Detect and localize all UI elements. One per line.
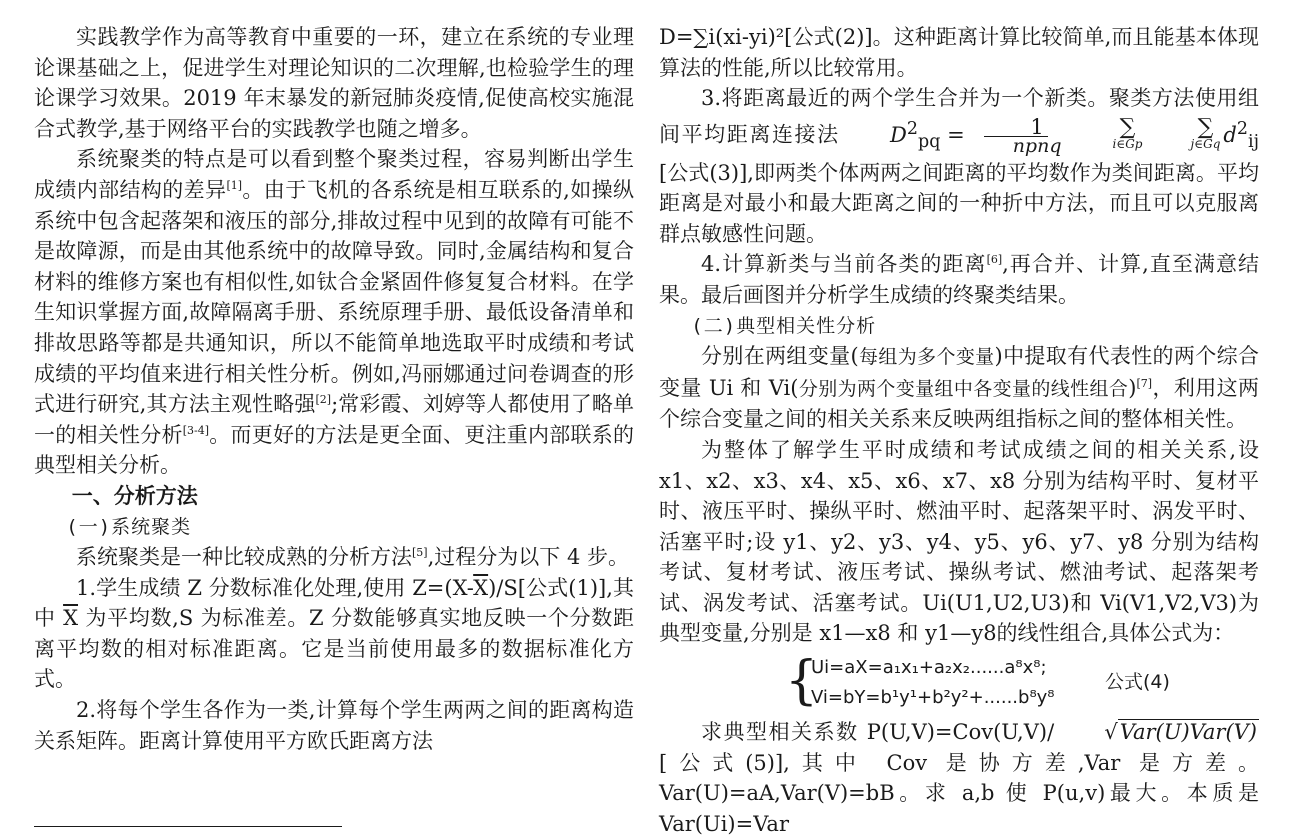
formula-subscript: ij xyxy=(1247,131,1259,152)
brace-symbol: { xyxy=(785,651,819,712)
sigma-glyph: ∑ xyxy=(1197,115,1214,141)
formula-4-line-2: Vi=bY=b¹y¹+b²y²+......b⁸y⁸ xyxy=(811,687,1055,709)
text-segment: ,过程分为以下 4 步。 xyxy=(427,545,629,570)
formula-4-label: 公式(4) xyxy=(1105,671,1170,694)
text-note: 每组为多个变量 xyxy=(858,346,995,369)
formula-superscript: 2 xyxy=(906,118,918,139)
footnote-divider xyxy=(34,826,342,827)
text-segment: ;常彩霞、刘婷等人都使用了略单一的相关性分析 xyxy=(34,392,634,447)
paragraph-distance-formula: D=∑i(xi-yi)²[公式(2)]。这种距离计算比较简单,而且能基本体现算法的性能,所以比较常用。 xyxy=(659,25,1259,80)
text-segment: 求典型相关系数 P(U,V)=Cov(U,V)/ xyxy=(701,720,1063,745)
formula-subscript: pq xyxy=(918,131,941,152)
paragraph-intro: 实践教学作为高等教育中重要的一环，建立在系统的专业理论课基础之上，促进学生对理论知识的二次理解,也检验学生的理论课学习效果。2019 年末暴发的新冠肺炎疫情,促使高校实施混合式教学,基于网络平台的实践教学也随之增多。 xyxy=(34,25,634,141)
paragraph-clustering-background xyxy=(34,144,634,481)
citation-ref: [3-4] xyxy=(182,423,210,437)
text-note: 分别为两个变量组中各变量的线性组合 xyxy=(798,377,1129,400)
sqrt-expression xyxy=(1062,717,1259,748)
sum-index: j∈Gq xyxy=(1190,137,1221,152)
text-segment: 4.计算新类与当前各类的距离 xyxy=(701,252,987,277)
citation-ref: [1] xyxy=(226,178,243,192)
paragraph-canonical-intro xyxy=(659,341,1259,435)
fraction-numerator: 1 xyxy=(984,118,1047,137)
text-segment: 3.将距离最近的两个学生合并为一个新类。聚类方法使用组间平均距离连接法 xyxy=(659,86,1259,147)
paragraph-clustering-steps xyxy=(34,542,634,573)
text-segment: )中提取有代表性的两个综合变量 Ui 和 Vi( xyxy=(659,344,1259,400)
paragraph-variables: 为整体了解学生平时成绩和考试成绩之间的相关关系,设 x1、x2、x3、x4、x5、x6、x7、x8 分别为结构平时、复材平时、液压平时、操纵平时、燃油平时、起落架平时、涡发平时、活塞平时;设 y1、y2、y3、y4、y5、y6、y7、y8 分别为结构考试、复材考试、液压考试、操纵考试、燃油考试、起落架考试、涡发考试、活塞考试。Ui(U1,U2,U3)和 Vi(V1,V2,V3)为典型变量,分别是 x1—x8 和 y1—y8的线性组合,具体公式为： xyxy=(659,437,1259,646)
formula-equals: = xyxy=(940,122,965,147)
subsection-heading: (二)典型相关性分析 xyxy=(691,314,877,337)
formula-symbol: D xyxy=(890,122,907,147)
formula-3 xyxy=(848,114,1259,158)
text-segment: 1.学生成绩 Z 分数标准化处理,使用 Z=(X- xyxy=(76,575,474,600)
mean-symbol: $\overline{X}$ xyxy=(63,606,79,631)
paragraph-step-3 xyxy=(659,83,1259,249)
paragraph-canonical-coefficient xyxy=(659,717,1259,839)
formula-superscript: 2 xyxy=(1236,118,1248,139)
citation-ref: [6] xyxy=(986,253,1003,267)
text-segment: )/S[公式(1)],其中 xyxy=(34,575,634,631)
paragraph-step-4 xyxy=(659,249,1259,310)
text-segment: 。由于飞机的各系统是相互联系的,如操纵系统中包含起落架和液压的部分,排故过程中见到的故障有可能不是故障源，而是由其他系统中的故障导致。同时,金属结构和复合材料的维修方案也有相似性,如钛合金紧固件修复复合材料。在学生知识掌握方面,故障隔离手册、系统原理手册、最低设备清单和排故思路等都是共通知识，所以不能简单地选取平时成绩和考试成绩的平均值来进行相关性分析。例如,冯丽娜通过问卷调查的形式进行研究,其方法主观性略强 xyxy=(34,177,634,417)
sigma-glyph: ∑ xyxy=(1119,115,1136,141)
citation-ref: [2] xyxy=(315,393,332,407)
text-segment: [公式(3)],即两类个体两两之间距离的平均数作为类间距离。平均距离是对最小和最大距离之间的一种折中方法，而且可以克服离群点敏感性问题。 xyxy=(659,160,1259,246)
formula-symbol: d xyxy=(1223,122,1237,147)
paragraph-step-1 xyxy=(34,573,634,695)
sum-operator xyxy=(1149,115,1221,152)
sqrt-symbol: √ xyxy=(1104,720,1118,745)
sum-index: i∈Gp xyxy=(1112,137,1143,152)
text-segment: ) xyxy=(1128,375,1137,400)
text-segment: 系统聚类的特点是可以看到整个聚类过程，容易判断出学生成绩内部结构的差异 xyxy=(34,147,634,202)
formula-4-line-1: Ui=aX=a₁x₁+a₂x₂......a⁸x⁸; xyxy=(811,657,1047,679)
fraction-denominator: npnq xyxy=(1012,134,1062,157)
text-segment: ，利用这两个综合变量之间的相关关系来反映两组指标之间的整体相关性。 xyxy=(659,375,1259,432)
sum-operator xyxy=(1071,115,1143,152)
text-segment: 。而更好的方法是更全面、更注重内部联系的典型相关分析。 xyxy=(34,422,635,478)
formula-4-block xyxy=(659,651,1259,715)
subsection-heading: (一)系统聚类 xyxy=(66,515,192,538)
right-column xyxy=(659,22,1259,839)
citation-ref: [5] xyxy=(412,546,428,560)
text-segment: 分别在两组变量( xyxy=(701,344,859,369)
text-segment: [公式(5)],其中 Cov 是协方差,Var 是方差。Var(U)=aA,Var(V)=bB。求 a,b 使 P(u,v)最大。本质是 Var(Ui)=Var xyxy=(659,750,1259,836)
section-heading: 一、分析方法 xyxy=(71,483,198,508)
left-column xyxy=(34,22,634,756)
text-segment: 系统聚类是一种比较成熟的分析方法 xyxy=(76,545,412,570)
text-segment: ,再合并、计算,直至满意结果。最后画图并分析学生成绩的终聚类结果。 xyxy=(659,252,1259,307)
sqrt-radicand: Var(U)Var(V) xyxy=(1119,720,1257,745)
paragraph-step-2: 2.将每个学生各作为一类,计算每个学生两两之间的距离构造关系矩阵。距离计算使用平方欧氏距离方法 xyxy=(34,698,634,753)
text-segment: 为平均数,S 为标准差。Z 分数能够真实地反映一个分数距离平均数的相对标准距离。它是当前使用最多的数据标准化方式。 xyxy=(34,606,634,692)
citation-ref: [7] xyxy=(1136,376,1153,390)
mean-symbol: $\overline{X}$ xyxy=(473,575,489,600)
formula-fraction xyxy=(969,114,1064,157)
